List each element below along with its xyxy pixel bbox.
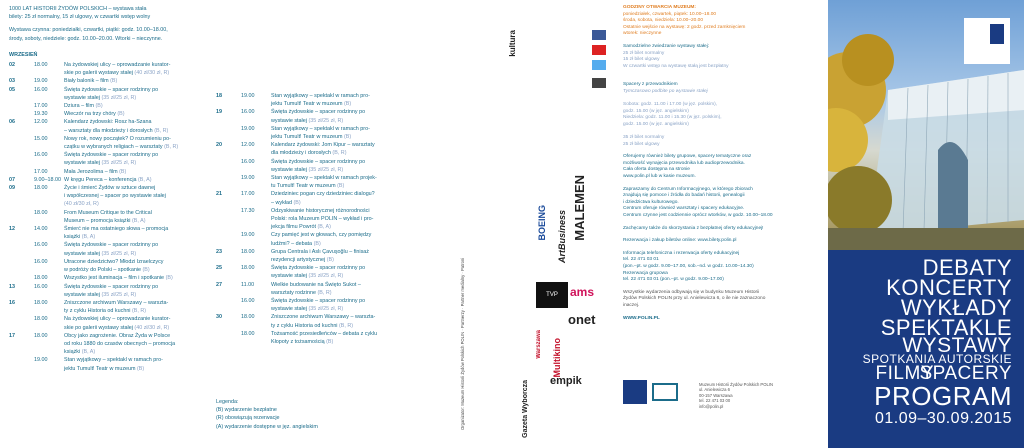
cover-spotkania: SPOTKANIA AUTORSKIE: [862, 352, 1012, 366]
youtube-icon[interactable]: [592, 45, 606, 55]
event-date: 21: [216, 191, 222, 198]
event-date: 03: [9, 78, 15, 85]
event-time: 18.00: [34, 209, 48, 216]
event-date: 05: [9, 86, 15, 93]
event-time: 19.30: [34, 111, 48, 118]
program-event: [216, 190, 438, 206]
event-time: 16.00: [34, 258, 48, 265]
event-title: Stan wyjątkowy – spektakl w ramach pro-: [271, 125, 370, 132]
program-event: [9, 332, 205, 357]
event-date: 06: [9, 119, 15, 126]
event-title: Święta żydowskie – spacer rodzinny po: [271, 265, 366, 272]
event-date: 17: [9, 332, 15, 339]
event-title: Dziura – film (B): [64, 103, 103, 110]
program-event: [216, 231, 438, 247]
event-title: Obcy jako zagrożenie. Obraz Żyda w Polsce: [64, 332, 171, 339]
event-time: 16.00: [241, 298, 255, 305]
sponsor-tvp: TVP: [536, 282, 568, 308]
event-time: 14.00: [34, 226, 48, 233]
event-time: 18.00: [241, 330, 255, 337]
event-title: From Museum Critique to the Critical: [64, 209, 152, 216]
polin-logo-small: [623, 380, 647, 404]
event-title: Biały balonik – film (B): [64, 78, 118, 85]
website-link[interactable]: WWW.POLIN.PL: [623, 315, 660, 321]
cover-spacery: SPACERY: [919, 363, 1012, 384]
event-date: 16: [9, 299, 15, 306]
event-title: Stan wyjątkowy – spektakl w ramach pro-: [64, 357, 163, 364]
polin-logo-mark: [990, 24, 1004, 44]
event-date: 09: [9, 185, 15, 192]
polin-mark: [652, 383, 678, 401]
event-list-1: [9, 61, 205, 373]
event-title: Święta żydowskie – spacer rodzinny po: [271, 158, 366, 165]
event-title: Zniszczone archiwum Warszawy – warszta-: [271, 314, 376, 321]
program-column-1: [0, 0, 205, 448]
event-title: Dziedziniec pogan czy dziedziniec dialogu?: [271, 191, 375, 198]
program-event: [9, 209, 205, 225]
event-title: wystawie stałej (35 zł/25 zł, R): [271, 117, 344, 124]
program-event: [216, 158, 438, 174]
program-event: [216, 141, 438, 157]
program-event: [9, 118, 205, 134]
museum-address: Muzeum Historii Żydów Polskich POLIN ul. Anielewicza 6 00-157 Warszawa tel. 22 471 03 00 info@polin.pl: [699, 382, 773, 409]
event-title: tu Tumult! Teatr w muzeum (B): [271, 183, 345, 190]
event-title: jektu Tumult! Teatr w muzeum (B): [271, 101, 352, 108]
program-event: [9, 315, 205, 331]
event-title: książki (B, A): [64, 234, 96, 241]
exhibition-intro: 1000 LAT HISTORII ŻYDÓW POLSKICH – wystawa stała bilety: 25 zł normalny, 15 zł ulgowy, w czwartki wstęp wolny Wystawa czynna: poniedziałki, czwartki, piątki: godz. 10.00–18.00, środy, soboty, niedziele: godz. 10.00–20.00. Wtorki – nieczynne.: [9, 6, 168, 42]
event-time: 16.00: [34, 152, 48, 159]
event-time: 16.00: [34, 242, 48, 249]
cover-dates: 01.09–30.09.2015: [874, 410, 1012, 427]
event-time: 16.00: [241, 109, 255, 116]
legend: Legenda: (B) wydarzenie bezpłatne (R) obowiązują rezerwacje (A) wydarzenie dostępne w jęz. angielskim: [216, 399, 318, 430]
program-event: [9, 61, 205, 77]
program-event: [216, 108, 438, 124]
event-title: wystawie stałej (35 zł/25 zł, R): [64, 291, 137, 298]
program-event: [9, 168, 205, 176]
event-title: (40 zł/30 zł, R): [64, 201, 99, 208]
event-time: 19.00: [34, 357, 48, 364]
event-time: 16.00: [34, 86, 48, 93]
event-time: 18.00: [34, 299, 48, 306]
event-date: 25: [216, 265, 222, 272]
event-time: 18.00: [34, 275, 48, 282]
sponsor-warszawa: Warszawa: [536, 330, 542, 359]
cover-wystawy: WYSTAWY: [902, 334, 1012, 357]
event-title: Święta żydowskie – spacer rodzinny po: [64, 152, 159, 159]
sponsor-empik: empik: [550, 375, 582, 387]
program-event: [9, 283, 205, 299]
event-title: Na żydowskiej ulicy – oprowadzanie kurator-: [64, 62, 171, 69]
online-tickets[interactable]: Rezerwacja i zakup biletów online: www.bilety.polin.pl: [623, 238, 737, 244]
event-date: 02: [9, 62, 15, 69]
event-title: Polski: rola Muzeum POLIN – wykład i pro-: [271, 216, 374, 223]
program-event: [9, 151, 205, 167]
event-time: 18.00: [241, 248, 255, 255]
event-title: ludźmi? – debata (B): [271, 240, 321, 247]
cover-debaty: DEBATY: [922, 255, 1012, 280]
program-event: [9, 356, 205, 372]
sponsor-malemen: MALEMEN: [572, 175, 587, 241]
event-title: wystawie stałej (35 zł/25 zł, R): [271, 306, 344, 313]
program-event: [216, 330, 438, 346]
event-time: 18.00: [34, 62, 48, 69]
program-event: [216, 297, 438, 313]
event-title: jekcja filmu Powrót (B, A): [271, 224, 331, 231]
sponsor-gazeta: Gazeta Wyborcza: [522, 380, 529, 438]
event-title: W kręgu Pereca – konferencja (B, A): [64, 176, 152, 183]
event-title: Grupa Centrala i Aslı Çavuşoğlu – finisaż: [271, 248, 369, 255]
sponsor-onet: onet: [568, 312, 596, 327]
event-title: Czy pamięć jest w głowach, czy pomiędzy: [271, 232, 372, 239]
event-date: 30: [216, 314, 222, 321]
program-event: [216, 125, 438, 141]
program-event: [9, 225, 205, 241]
event-title: – warsztaty dla młodzieży i dorosłych (B, R): [64, 127, 169, 134]
event-time: 17.00: [34, 103, 48, 110]
sponsors-panel: [442, 0, 612, 448]
event-title: Zniszczone archiwum Warszawy – warszta-: [64, 299, 169, 306]
event-title: Święta żydowskie – spacer rodzinny po: [64, 242, 159, 249]
program-event: [9, 241, 205, 257]
event-title: warsztaty rodzinne (B, R): [271, 289, 332, 296]
event-title: Kalendarz żydowski: Rosz ha-Szana: [64, 119, 152, 126]
event-time: 18.00: [34, 316, 48, 323]
event-title: wystawie stałej (35 zł/25 zł, R): [64, 250, 137, 257]
cover-program: PROGRAM: [874, 381, 1012, 411]
event-title: Święta żydowskie – spacer rodzinny po: [64, 283, 159, 290]
event-title: czątku w wybranych religiach – warsztaty (B, R): [64, 144, 179, 151]
event-time: 17.00: [34, 168, 48, 175]
instagram-icon[interactable]: [592, 78, 606, 88]
event-title: – wykład (B): [271, 199, 301, 206]
event-title: Tożsamość przesiedleńców – debata z cyklu: [271, 330, 378, 337]
event-title: Wielkie budowanie na Święto Sukot –: [271, 281, 361, 288]
event-title: Mała Jerozolima – film (B): [64, 168, 127, 175]
info-panel: GODZINY OTWARCIA MUZEUM: poniedziałek, czwartek, piątek: 10.00–18.00 środa, sobota, niedziela: 10.00–20.00 Ostatnie wejście na wystawę: 2 godz. przed zamknięciem wtorek: nieczynne Samodzielne zwiedzanie wystawy stałej: 25 zł bilet normalny 15 zł bilet ulgowy W czwartki wstęp na wystawę stałą jest bezpłatny Spacery z przewodnikiem Tymczasowo podbite po wystawie stałej Sobota: godz. 11.00 i 17.00 (w jęz. polskim), godz. 15.00 (w jęz. angielskim) Niedziela: godz. 11.00 i 15.30 (w jęz. polskim), godz. 15.00 (w jęz. angielskim) 35 zł bilet normalny 25 zł bilet ulgowy Oferujemy również bilety grupowe, spacery tematyczne oraz możliwość wynajęcia przewodnika lub audioprzewodnika. Cała oferta dostępna na stronie www.polin.pl lub w kasie muzeum. Zapraszamy do Centrum Informacyjnego, w którego zbiorach znajdują się pomoce i źródła do badań historii, genealogii i dziedzictwa kulturowego. Centrum oferuje również warsztaty i spacery edukacyjne. Centrum czynne jest codziennie oprócz wtorków, w godz. 10.00–18.00 Zachęcamy także do skorzystania z bezpłatnej oferty edukacyjnej! Rezerwacja i zakup biletów online: www.bilety.polin.pl Informacja telefoniczna i rezerwacja oferty edukacyjnej tel. 22 471 03 01 (pon.–pt. w godz. 9.00–17.00, sob.–nd. w godz. 10.00–14.30) Rezerwacja grupowa tel. 22 471 03 01 (pon.–pt. w godz. 9.00–17.00) Wszystkie wydarzenia odbywają się w budynku Muzeum Historii Żydów Polskich POLIN przy ul. Anielewicza 6, o ile nie zaznaczono inaczej. WWW.POLIN.PL Muzeum Historii Żydów Polskich POLIN ul. Anielewicza 6 00-157 Warszawa tel. 22 471 03 00 info@polin.pl: [614, 0, 826, 448]
event-date: 19: [216, 109, 222, 116]
event-title: Wieczór na trzy chóry (B): [64, 111, 125, 118]
program-event: [9, 102, 205, 110]
program-event: [216, 281, 438, 297]
event-time: 19.00: [241, 175, 255, 182]
event-title: dla młodzieży i dorosłych (B, R): [271, 150, 347, 157]
program-event: [9, 77, 205, 85]
program-event: [9, 86, 205, 102]
event-time: 12.00: [241, 142, 255, 149]
event-title: Museum – promocja książki (B, A): [64, 217, 146, 224]
event-date: 27: [216, 281, 222, 288]
event-title: Stan wyjątkowy – spektakl w ramach pro-: [271, 93, 370, 99]
event-title: wystawie stałej (35 zł/25 zł, R): [271, 273, 344, 280]
partners-caption: Organizator: Muzeum Historii Żydów Polskich POLIN · Partnerzy · Partner medialny · Patroni: [460, 257, 465, 430]
program-event: [216, 207, 438, 232]
program-column-2: [206, 0, 438, 448]
event-date: 12: [9, 226, 15, 233]
event-time: 17.00: [241, 191, 255, 198]
program-cover: [828, 0, 1024, 448]
event-title: jektu Tumult! Teatr w muzeum (B): [271, 134, 352, 141]
event-title: Śmierć nie ma ostatniego słowa – promocja: [64, 226, 169, 233]
event-title: skie po galerii wystawy stałej (40 zł/30 zł, R): [64, 70, 170, 77]
event-time: 11.00: [241, 281, 255, 288]
program-event: [216, 313, 438, 329]
event-title: Kalendarz żydowski: Jom Kipur – warsztaty: [271, 142, 375, 149]
program-event: [9, 184, 205, 209]
event-title: i współczesnej – spacer po wystawie stałej: [64, 193, 166, 200]
event-title: Na żydowskiej ulicy – oprowadzanie kurator-: [64, 316, 171, 323]
event-title: rezydencji artystycznej (B): [271, 257, 334, 264]
event-date: 23: [216, 248, 222, 255]
sponsor-boeing: BOEING: [537, 205, 547, 241]
sponsor-ams: ams: [570, 285, 595, 299]
event-date: 13: [9, 283, 15, 290]
event-time: 18.00: [241, 265, 255, 272]
event-title: w podróży do Polski – spotkanie (B): [64, 267, 150, 274]
event-date: 20: [216, 142, 222, 149]
event-time: 16.00: [34, 283, 48, 290]
event-title: skie po galerii wystawy stałej (40 zł/30 zł, R): [64, 324, 170, 331]
sponsor-multikino: Multikino: [552, 338, 562, 378]
event-title: Kłopoty z tożsamością (B): [271, 339, 334, 346]
event-time: 18.00: [34, 185, 48, 192]
event-time: 18.00: [241, 314, 255, 321]
event-title: jektu Tumult! Teatr w muzeum (B): [64, 365, 145, 372]
event-time: 19.00: [34, 78, 48, 85]
program-event: [9, 176, 205, 184]
event-time: 9.00–18.00: [34, 176, 61, 183]
event-title: Święta żydowskie – spacer rodzinny po: [64, 86, 159, 93]
event-time: 16.00: [241, 158, 255, 165]
event-title: ty z cyklu Historia od kuchni (B, R): [64, 308, 147, 315]
event-title: Życie i śmierć Żydów w sztuce dawnej: [64, 185, 156, 192]
event-title: Święta żydowskie – spacer rodzinny po: [271, 109, 366, 116]
event-title: książki (B, A): [64, 349, 96, 356]
event-list-2: [216, 92, 438, 346]
event-time: 19.00: [241, 232, 255, 239]
program-event: [216, 92, 438, 108]
event-time: 19.00: [241, 125, 255, 132]
program-event: [216, 264, 438, 280]
event-time: 18.00: [34, 332, 48, 339]
twitter-icon[interactable]: [592, 60, 606, 70]
event-title: wystawie stałej (35 zł/25 zł, R): [271, 166, 344, 173]
cover-filmy: FILMY: [875, 363, 934, 384]
program-event: [9, 135, 205, 151]
program-event: [9, 110, 205, 118]
cover-spektakle: SPEKTAKLE: [880, 315, 1012, 340]
program-event: [9, 258, 205, 274]
program-event: [216, 248, 438, 264]
event-title: wystawie stałej (35 zł/25 zł, R): [64, 160, 137, 167]
event-title: wystawie stałej (35 zł/25 zł, R): [64, 94, 137, 101]
event-time: 12.00: [34, 119, 48, 126]
event-title: Stan wyjątkowy – spektakl w ramach projek-: [271, 175, 377, 182]
event-title: od roku 1880 do czasów obecnych – promocja: [64, 340, 176, 347]
program-event: [216, 174, 438, 190]
event-title: Wszystko jest iluminacja – film i spotkanie (B): [64, 275, 173, 282]
event-title: Odzyskiwanie historycznej różnorodności: [271, 207, 370, 214]
facebook-icon[interactable]: [592, 30, 606, 40]
event-date: 07: [9, 176, 15, 183]
event-title: Święta żydowskie – spacer rodzinny po: [271, 298, 366, 305]
event-title: Nowy rok, nowy początek? O rozumieniu po-: [64, 135, 171, 142]
event-title: Utracone dziedzictwo? Młodzi Izraelczycy: [64, 258, 164, 265]
month-heading: WRZESIEŃ: [9, 51, 38, 58]
cover-wyklady: WYKŁADY: [900, 295, 1012, 320]
program-event: [9, 299, 205, 315]
sponsor-kultura: kultura: [508, 30, 517, 57]
cover-koncerty: KONCERTY: [886, 275, 1012, 300]
event-time: 17.30: [241, 207, 255, 214]
sponsor-artbusiness: ArtBusiness: [557, 210, 567, 264]
event-time: 15.00: [34, 135, 48, 142]
event-time: 19.00: [241, 93, 255, 99]
program-event: [9, 274, 205, 282]
event-date: 18: [216, 93, 222, 99]
event-title: ty z cyklu Historia od kuchni (B, R): [271, 322, 354, 329]
